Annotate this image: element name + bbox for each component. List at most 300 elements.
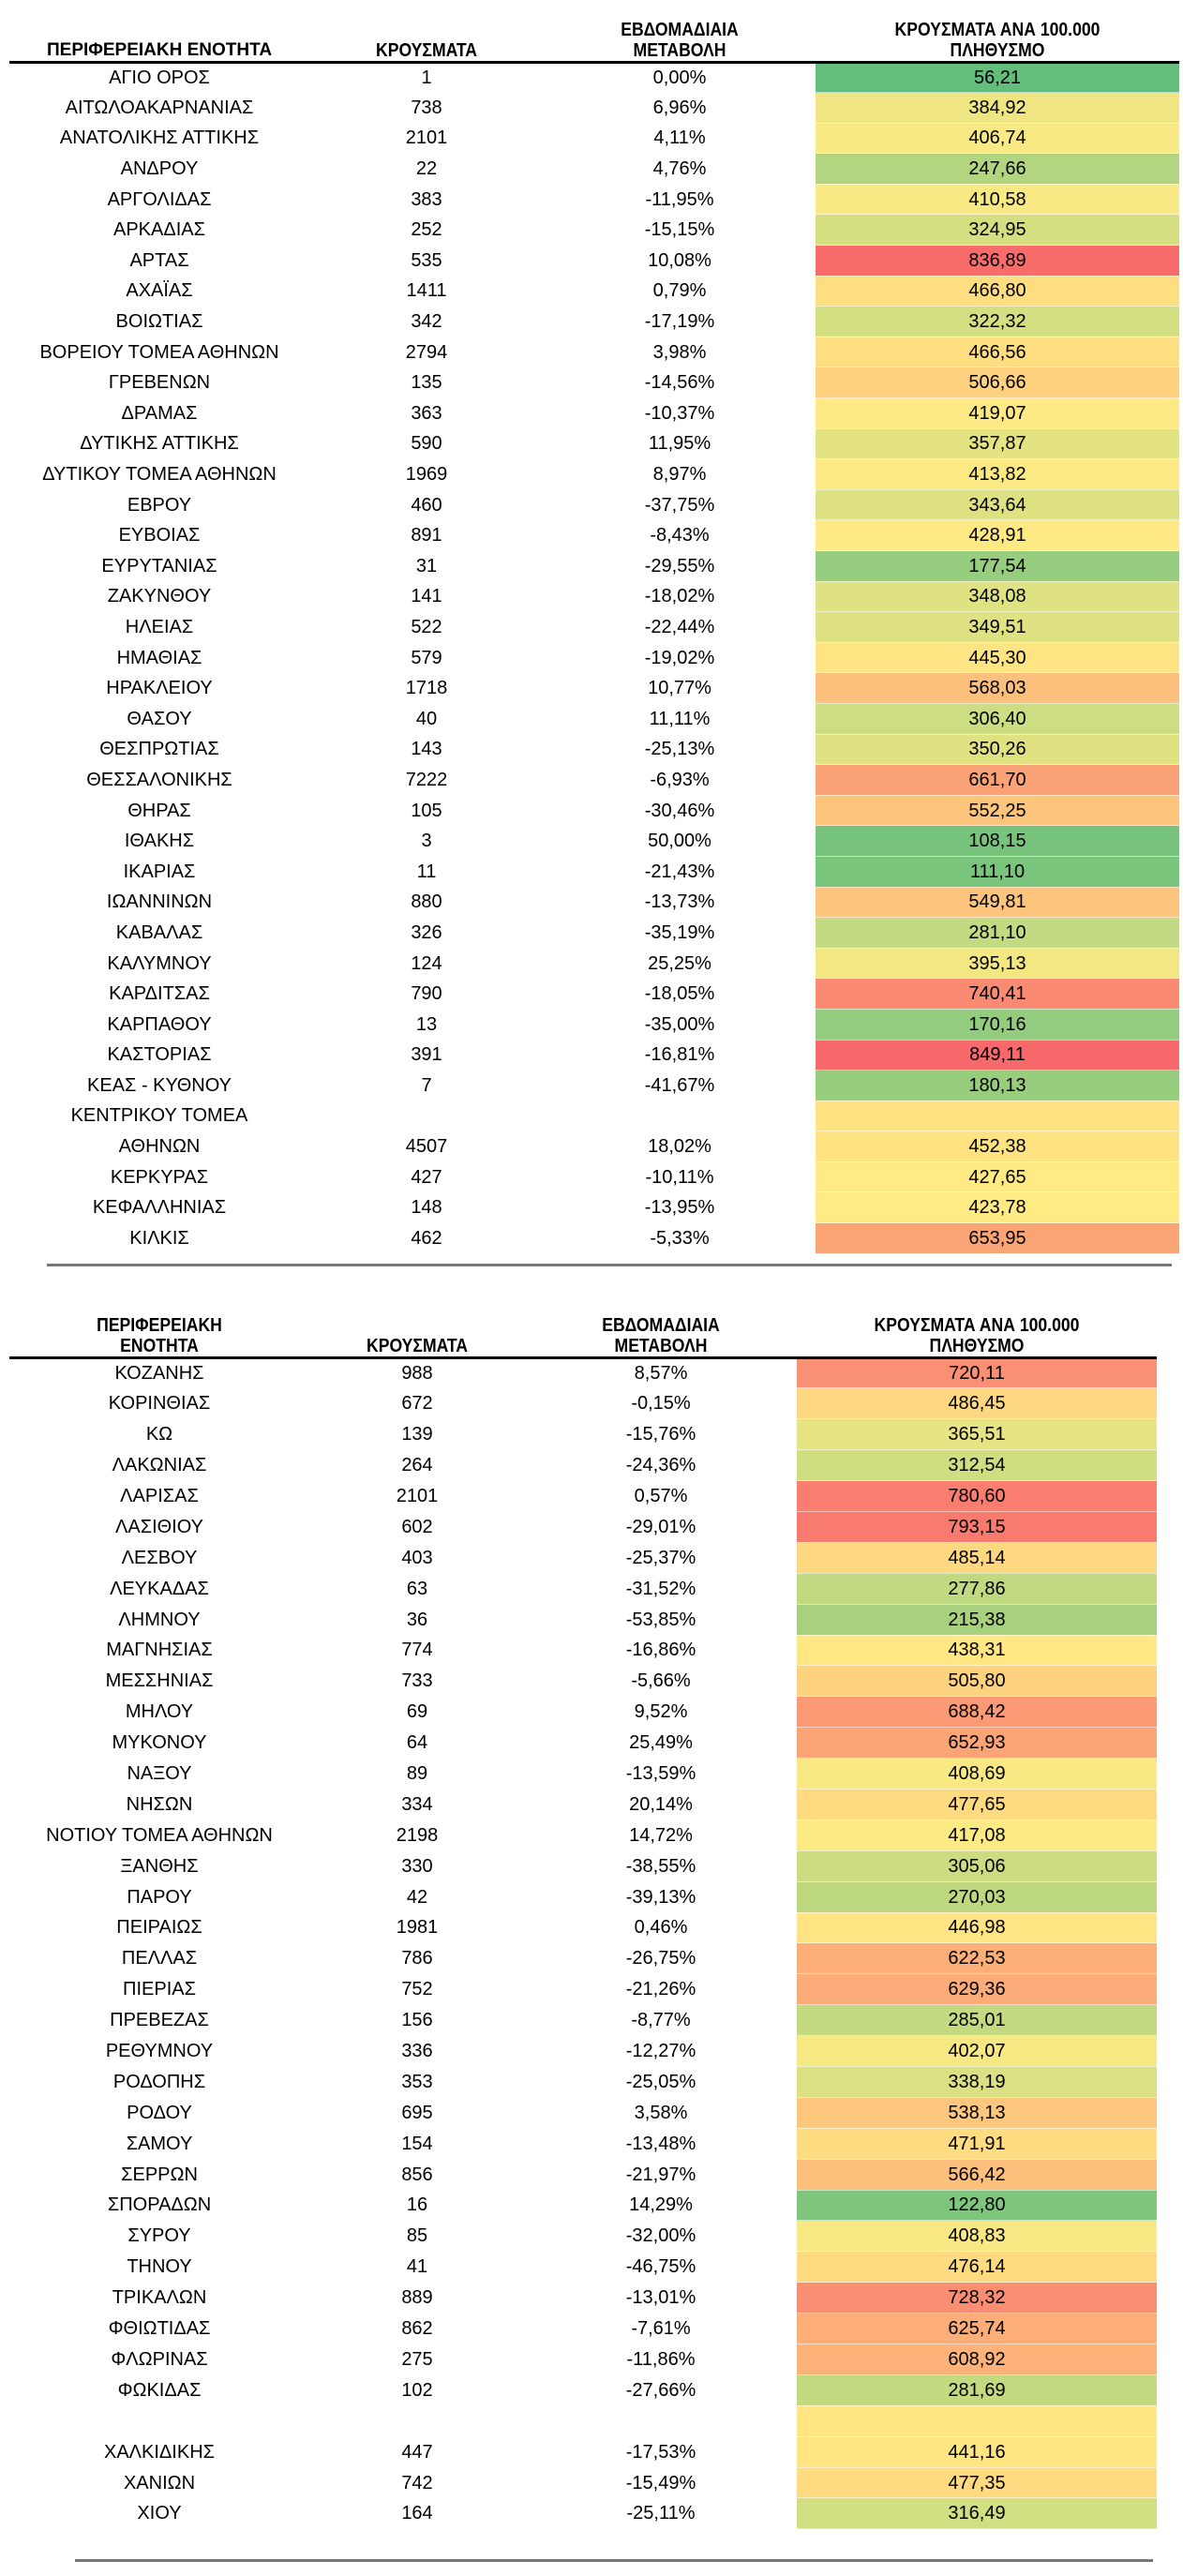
- cell-rate: 849,11: [816, 1040, 1179, 1071]
- cell-rate: 740,41: [816, 979, 1179, 1010]
- cell-cases: 139: [401, 1424, 433, 1445]
- cell-region: ΠΑΡΟΥ: [127, 1886, 192, 1908]
- cell-cases: 988: [401, 1363, 433, 1385]
- cell-change: 18,02%: [648, 1136, 711, 1158]
- header-change-line1: ΕΒΔΟΜΑΔΙΑΙΑ: [621, 19, 739, 40]
- cell-change: -46,75%: [625, 2256, 696, 2278]
- table-row: [9, 1040, 1179, 1071]
- cell-rate: [797, 2405, 1157, 2436]
- cell-change: -12,27%: [625, 2041, 696, 2062]
- cell-change: [544, 1101, 816, 1131]
- cell-change: 8,97%: [652, 464, 707, 486]
- cell-rate: 552,25: [816, 795, 1179, 826]
- table-row: [9, 1881, 1157, 1912]
- table-row: [9, 795, 1179, 826]
- table-row: [9, 1573, 1157, 1604]
- cell-region: ΜΗΛΟΥ: [125, 1701, 194, 1723]
- cell-cases: 862: [401, 2318, 433, 2340]
- cell-cases: 4507: [405, 1136, 448, 1158]
- table-row: [9, 581, 1179, 612]
- cell-rate: 215,38: [797, 1604, 1157, 1635]
- header-weekly-change: [560, 11, 799, 62]
- cell-rate: 349,51: [816, 612, 1179, 643]
- cell-rate: 408,69: [797, 1759, 1157, 1790]
- cell-region: ΣΑΜΟΥ: [126, 2133, 193, 2154]
- header-cases: [322, 1305, 512, 1357]
- table-row: [9, 1481, 1157, 1512]
- cell-rate: 652,93: [797, 1728, 1157, 1759]
- cell-region: ΚΑΛΥΜΝΟΥ: [107, 952, 212, 974]
- table-row: [9, 2190, 1157, 2221]
- table-row: [9, 703, 1179, 734]
- cell-region: ΑΡΓΟΛΙΔΑΣ: [107, 188, 212, 210]
- cell-cases: 2794: [405, 341, 448, 363]
- cell-cases: 156: [401, 2010, 433, 2031]
- table-body: [9, 62, 1179, 1253]
- table-row: [9, 123, 1179, 154]
- cell-cases: 330: [401, 1855, 433, 1877]
- cell-rate: 568,03: [816, 673, 1179, 704]
- cell-rate: 446,98: [797, 1912, 1157, 1943]
- table-row: [9, 2344, 1157, 2375]
- table-row: [9, 1419, 1157, 1450]
- cell-cases: 7: [421, 1074, 432, 1096]
- cell-change: 4,76%: [652, 158, 707, 180]
- cell-cases: 790: [411, 983, 442, 1005]
- header-region: [9, 11, 309, 62]
- cell-change: -17,53%: [625, 2441, 696, 2463]
- cell-change: -22,44%: [644, 616, 715, 637]
- cell-change: -17,19%: [644, 311, 715, 333]
- table-row: [9, 2498, 1157, 2529]
- cell-region: ΠΕΙΡΑΙΩΣ: [116, 1917, 202, 1939]
- cell-rate: 338,19: [797, 2066, 1157, 2097]
- table-row: [9, 398, 1179, 429]
- cell-rate: 419,07: [816, 398, 1179, 429]
- cell-cases: 403: [401, 1547, 433, 1568]
- cell-region: ΠΡΕΒΕΖΑΣ: [110, 2010, 209, 2031]
- table-row: [9, 93, 1179, 124]
- cell-rate: 428,91: [816, 520, 1179, 551]
- cell-region: ΞΑΝΘΗΣ: [120, 1855, 199, 1877]
- cell-change: 11,11%: [649, 708, 711, 729]
- table-row: [9, 1604, 1157, 1635]
- table-row: [9, 642, 1179, 673]
- cell-cases: 124: [411, 952, 442, 974]
- cell-region: ΧΙΟΥ: [137, 2503, 182, 2524]
- cell-region: ΚΩ: [145, 1424, 173, 1445]
- cell-region: ΝΑΞΟΥ: [127, 1763, 192, 1785]
- cell-change: 4,11%: [653, 127, 706, 149]
- cell-rate: 471,91: [797, 2128, 1157, 2159]
- cell-region: ΚΑΣΤΟΡΙΑΣ: [107, 1044, 212, 1066]
- table-row: [9, 1974, 1157, 2005]
- cell-rate: [816, 1101, 1179, 1131]
- cell-rate: 270,03: [797, 1881, 1157, 1912]
- cell-cases: 64: [406, 1732, 428, 1754]
- table-header-row: [9, 11, 1179, 62]
- table-row: [9, 2159, 1157, 2190]
- cell-change: 0,46%: [634, 1917, 688, 1939]
- cell-region: ΝΗΣΩΝ: [126, 1793, 193, 1815]
- cell-change: -38,55%: [625, 1855, 696, 1877]
- cell-cases: 391: [411, 1044, 442, 1066]
- cell-region: ΝΟΤΙΟΥ ΤΟΜΕΑ ΑΘΗΝΩΝ: [46, 1824, 273, 1846]
- cell-region: ΒΟΙΩΤΙΑΣ: [115, 311, 203, 333]
- header-region-line2: ΕΝΟΤΗΤΑ: [120, 1335, 199, 1356]
- cell-region: ΛΗΜΝΟΥ: [118, 1609, 201, 1630]
- cell-change: [525, 2405, 797, 2436]
- cell-cases: 602: [401, 1516, 433, 1537]
- cell-rate: 505,80: [797, 1666, 1157, 1697]
- cell-cases: 738: [411, 97, 442, 118]
- table-row: [9, 1388, 1157, 1419]
- cell-cases: 752: [401, 1979, 433, 2000]
- cell-rate: 477,35: [797, 2467, 1157, 2498]
- cell-change: -15,49%: [625, 2472, 696, 2494]
- cell-rate: 506,66: [816, 367, 1179, 398]
- cell-region: ΦΩΚΙΔΑΣ: [117, 2379, 202, 2401]
- cell-rate: 688,42: [797, 1697, 1157, 1728]
- cell-rate: 629,36: [797, 1974, 1157, 2005]
- table-row: [9, 673, 1179, 704]
- cell-change: -21,43%: [644, 861, 715, 882]
- cell-change: 14,72%: [629, 1824, 693, 1846]
- cell-rate: 566,42: [797, 2159, 1157, 2190]
- cell-change: -16,81%: [644, 1044, 715, 1066]
- cell-cases: 41: [406, 2256, 428, 2278]
- table-row: [9, 428, 1179, 459]
- table-row: [9, 551, 1179, 582]
- cell-cases: 447: [401, 2441, 433, 2463]
- cell-cases: 252: [411, 219, 442, 241]
- table-row: [9, 2066, 1157, 2097]
- table-row: [9, 1450, 1157, 1481]
- table-row: [9, 2314, 1157, 2344]
- cell-change: 6,96%: [652, 97, 707, 118]
- cell-change: 14,29%: [629, 2194, 693, 2216]
- cell-change: -15,15%: [644, 219, 715, 241]
- cell-region: ΔΡΑΜΑΣ: [121, 402, 198, 424]
- table-row: [9, 489, 1179, 520]
- cell-region: ΘΕΣΣΑΛΟΝΙΚΗΣ: [86, 769, 232, 790]
- cell-cases: 89: [406, 1763, 428, 1785]
- cell-cases: 334: [401, 1793, 433, 1815]
- covid-table-part-2: [9, 1305, 1157, 2529]
- cell-change: -29,55%: [644, 555, 715, 577]
- cell-change: -18,02%: [644, 586, 715, 607]
- cell-change: -5,66%: [631, 1670, 691, 1692]
- cell-rate: 305,06: [797, 1850, 1157, 1881]
- cell-rate: 441,16: [797, 2436, 1157, 2467]
- cell-change: -13,01%: [625, 2287, 696, 2309]
- cell-change: -53,85%: [625, 1609, 696, 1630]
- cell-region: ΜΥΚΟΝΟΥ: [112, 1732, 207, 1754]
- cell-region: ΛΑΡΙΣΑΣ: [120, 1486, 199, 1506]
- cell-cases: 695: [401, 2102, 433, 2123]
- cell-change: -24,36%: [625, 1455, 696, 1476]
- cell-region: ΣΠΟΡΑΔΩΝ: [107, 2194, 212, 2216]
- cell-change: -35,00%: [644, 1013, 715, 1035]
- cell-change: 3,98%: [652, 341, 707, 363]
- cell-change: -25,13%: [644, 739, 715, 760]
- cell-change: 25,49%: [629, 1732, 693, 1754]
- cell-region: ΙΚΑΡΙΑΣ: [123, 861, 196, 882]
- table-row: [9, 2097, 1157, 2128]
- cell-cases: 891: [411, 525, 442, 547]
- cell-change: -8,43%: [650, 525, 710, 547]
- cell-rate: 285,01: [797, 2005, 1157, 2036]
- cell-cases: 2101: [405, 127, 448, 149]
- cell-region: ΑΘΗΝΩΝ: [118, 1136, 201, 1158]
- table-row: [9, 1697, 1157, 1728]
- cell-change: -21,26%: [625, 1979, 696, 2000]
- header-cases-line1: ΚΡΟΥΣΜΑΤΑ: [366, 1335, 469, 1356]
- cell-region: [9, 2405, 309, 2436]
- table-row: [9, 62, 1179, 93]
- cell-rate: 417,08: [797, 1820, 1157, 1850]
- cell-change: -19,02%: [644, 647, 715, 668]
- cell-region: ΘΑΣΟΥ: [127, 708, 192, 729]
- cell-change: -25,05%: [625, 2071, 696, 2092]
- cell-region: ΔΥΤΙΚΗΣ ΑΤΤΙΚΗΣ: [80, 433, 239, 455]
- cell-region: ΜΑΓΝΗΣΙΑΣ: [106, 1640, 213, 1661]
- table-row: [9, 887, 1179, 918]
- cell-rate: 608,92: [797, 2344, 1157, 2375]
- cell-region: ΚΑΒΑΛΑΣ: [115, 921, 203, 943]
- cell-rate: 720,11: [797, 1357, 1157, 1388]
- cell-region: ΚΑΡΔΙΤΣΑΣ: [109, 983, 210, 1005]
- cell-cases: 40: [415, 708, 438, 729]
- table-row: [9, 2128, 1157, 2159]
- cell-region: ΑΡΤΑΣ: [129, 249, 189, 271]
- cell-cases: 164: [401, 2503, 433, 2524]
- cell-rate: 357,87: [816, 428, 1179, 459]
- cell-region: ΚΕΦΑΛΛΗΝΙΑΣ: [92, 1197, 227, 1219]
- cell-region: ΑΓΙΟ ΟΡΟΣ: [109, 67, 210, 89]
- cell-rate: 423,78: [816, 1192, 1179, 1223]
- cell-change: 8,57%: [634, 1363, 688, 1385]
- cell-change: -32,00%: [625, 2225, 696, 2247]
- cell-rate: 350,26: [816, 734, 1179, 765]
- cell-cases: 135: [411, 372, 442, 394]
- cell-region: ΙΘΑΚΗΣ: [124, 831, 195, 852]
- cell-change: -11,86%: [626, 2348, 696, 2370]
- cell-change: 50,00%: [648, 831, 711, 852]
- cell-change: 3,58%: [634, 2102, 688, 2123]
- cell-change: -39,13%: [625, 1886, 696, 1908]
- cell-change: -13,73%: [644, 891, 715, 913]
- cell-rate: 466,56: [816, 337, 1179, 367]
- cell-rate: 445,30: [816, 642, 1179, 673]
- cell-cases: 2198: [396, 1824, 439, 1846]
- cell-rate: 653,95: [816, 1223, 1179, 1254]
- table-row: [9, 979, 1179, 1010]
- cell-rate: 477,65: [797, 1789, 1157, 1820]
- header-change-line2: ΜΕΤΑΒΟΛΗ: [633, 39, 726, 61]
- header-rate-line2: ΠΛΗΘΥΣΜΟ: [929, 1335, 1025, 1356]
- header-rate-line2: ΠΛΗΘΥΣΜΟ: [950, 39, 1045, 61]
- cell-cases: 11: [416, 861, 437, 882]
- cell-change: -27,66%: [625, 2379, 696, 2401]
- cell-cases: 774: [401, 1640, 433, 1661]
- cell-rate: 108,15: [816, 826, 1179, 857]
- cell-change: 0,79%: [652, 280, 707, 302]
- cell-rate: 111,10: [816, 856, 1179, 887]
- cell-rate: 343,64: [816, 489, 1179, 520]
- header-rate-per-100k: [818, 1305, 1135, 1357]
- header-cases: [323, 11, 530, 62]
- cell-cases: 63: [406, 1578, 428, 1599]
- cell-region: ΙΩΑΝΝΙΝΩΝ: [106, 891, 213, 913]
- cell-rate: 406,74: [816, 123, 1179, 154]
- cell-region: ΚΟΖΑΝΗΣ: [114, 1363, 204, 1385]
- divider-line: [47, 1264, 1172, 1266]
- cell-change: -16,86%: [625, 1640, 696, 1661]
- cell-region: ΤΗΝΟΥ: [127, 2256, 192, 2278]
- cell-rate: 622,53: [797, 1943, 1157, 1974]
- cell-rate: 486,45: [797, 1388, 1157, 1419]
- cell-cases: 462: [411, 1227, 442, 1249]
- table-row: [9, 367, 1179, 398]
- cell-region: ΗΛΕΙΑΣ: [125, 616, 194, 637]
- cell-cases: 1411: [406, 280, 447, 302]
- cell-region: ΛΕΣΒΟΥ: [121, 1547, 198, 1568]
- cell-rate: 661,70: [816, 765, 1179, 796]
- cell-change: -5,33%: [650, 1227, 710, 1249]
- cell-cases: 16: [406, 2194, 428, 2216]
- header-cases-line1: ΚΡΟΥΣΜΑΤΑ: [375, 39, 478, 61]
- cell-rate: 316,49: [797, 2498, 1157, 2529]
- table-row: [9, 276, 1179, 307]
- table-row: [9, 2005, 1157, 2036]
- cell-cases: 1718: [405, 678, 448, 699]
- cell-region: ΚΕΝΤΡΙΚΟΥ ΤΟΜΕΑ: [70, 1105, 248, 1127]
- cell-change: -13,59%: [625, 1763, 696, 1785]
- cell-cases: 460: [411, 494, 442, 516]
- cell-cases: 579: [411, 647, 442, 668]
- table-row: [9, 215, 1179, 246]
- cell-change: -14,56%: [644, 372, 715, 394]
- cell-cases: 363: [411, 402, 442, 424]
- header-region-line1: ΠΕΡΙΦΕΡΕΙΑΚΗ ΕΝΟΤΗΤΑ: [46, 39, 273, 60]
- cell-rate: 395,13: [816, 948, 1179, 979]
- cell-change: -7,61%: [631, 2318, 691, 2340]
- cell-region: ΦΛΩΡΙΝΑΣ: [111, 2348, 208, 2370]
- cell-change: -25,11%: [626, 2503, 696, 2524]
- table-row: [9, 520, 1179, 551]
- cell-change: 0,57%: [634, 1486, 688, 1506]
- cell-region: ΗΡΑΚΛΕΙΟΥ: [106, 678, 213, 699]
- cell-cases: 102: [401, 2379, 433, 2401]
- table-row: [9, 765, 1179, 796]
- cell-rate: 793,15: [797, 1511, 1157, 1542]
- table-row: [9, 2405, 1157, 2436]
- cell-region: ΔΥΤΙΚΟΥ ΤΟΜΕΑ ΑΘΗΝΩΝ: [42, 464, 277, 486]
- cell-region: ΦΘΙΩΤΙΔΑΣ: [108, 2318, 211, 2340]
- cell-cases: 326: [411, 921, 442, 943]
- cell-rate: 408,83: [797, 2221, 1157, 2252]
- cell-cases: 264: [401, 1455, 433, 1476]
- table-row: [9, 1943, 1157, 1974]
- header-rate-line1: ΚΡΟΥΣΜΑΤΑ ΑΝΑ 100.000: [894, 19, 1101, 40]
- cell-rate: 438,31: [797, 1635, 1157, 1666]
- cell-cases: 342: [411, 311, 442, 333]
- cell-region: ΘΕΣΠΡΩΤΙΑΣ: [99, 739, 219, 760]
- cell-cases: 856: [401, 2164, 433, 2185]
- cell-change: -10,11%: [645, 1166, 714, 1188]
- cell-region: ΧΑΛΚΙΔΙΚΗΣ: [104, 2441, 215, 2463]
- cell-region: ΜΕΣΣΗΝΙΑΣ: [105, 1670, 214, 1692]
- cell-cases: 148: [411, 1197, 442, 1219]
- header-rate-line1: ΚΡΟΥΣΜΑΤΑ ΑΝΑ 100.000: [874, 1314, 1080, 1336]
- cell-region: ΘΗΡΑΣ: [127, 800, 191, 821]
- cell-rate: 384,92: [816, 93, 1179, 124]
- cell-rate: 306,40: [816, 703, 1179, 734]
- table-row: [9, 1511, 1157, 1542]
- cell-change: 20,14%: [629, 1793, 693, 1815]
- table-row: [9, 1759, 1157, 1790]
- cell-cases: 154: [401, 2133, 433, 2154]
- cell-change: -31,52%: [625, 1578, 696, 1599]
- cell-cases: 36: [406, 1609, 428, 1630]
- table-row: [9, 1635, 1157, 1666]
- cell-change: 11,95%: [648, 433, 711, 455]
- cell-change: -10,37%: [644, 402, 715, 424]
- table-row: [9, 2467, 1157, 2498]
- table-row: [9, 2283, 1157, 2314]
- cell-change: -41,67%: [644, 1074, 715, 1096]
- cell-region: ΑΧΑΪΑΣ: [126, 280, 193, 302]
- cell-region: ΛΑΚΩΝΙΑΣ: [112, 1455, 207, 1476]
- table-row: [9, 1728, 1157, 1759]
- cell-rate: 466,80: [816, 276, 1179, 307]
- table-row: [9, 1192, 1179, 1223]
- cell-rate: 538,13: [797, 2097, 1157, 2128]
- table-row: [9, 1223, 1179, 1254]
- cell-rate: 348,08: [816, 581, 1179, 612]
- cell-region: ΖΑΚΥΝΘΟΥ: [107, 586, 212, 607]
- cell-region: ΑΝΑΤΟΛΙΚΗΣ ΑΤΤΙΚΗΣ: [59, 127, 260, 149]
- cell-cases: 3: [421, 831, 432, 852]
- cell-cases: 786: [401, 1948, 433, 1969]
- cell-region: ΚΑΡΠΑΘΟΥ: [107, 1013, 212, 1035]
- table-row: [9, 1820, 1157, 1850]
- cell-region: ΡΟΔΟΠΗΣ: [112, 2071, 206, 2092]
- cell-cases: 1969: [405, 464, 448, 486]
- cell-rate: 312,54: [797, 1450, 1157, 1481]
- cell-region: ΠΙΕΡΙΑΣ: [123, 1979, 196, 2000]
- cell-rate: 324,95: [816, 215, 1179, 246]
- table-row: [9, 337, 1179, 367]
- cell-change: -21,97%: [625, 2164, 696, 2185]
- cell-region: ΗΜΑΘΙΑΣ: [116, 647, 202, 668]
- cell-region: ΛΑΣΙΘΙΟΥ: [115, 1516, 203, 1537]
- cell-cases: 1981: [396, 1917, 439, 1939]
- cell-region: ΕΥΒΟΙΑΣ: [118, 525, 201, 547]
- cell-rate: 322,32: [816, 307, 1179, 337]
- cell-region: ΚΕΑΣ - ΚΥΘΝΟΥ: [87, 1074, 232, 1096]
- cell-region: ΒΟΡΕΙΟΥ ΤΟΜΕΑ ΑΘΗΝΩΝ: [39, 341, 279, 363]
- cell-change: 9,52%: [634, 1701, 688, 1723]
- cell-change: -13,95%: [644, 1197, 715, 1219]
- cell-change: -26,75%: [625, 1948, 696, 1969]
- table-body: [9, 1357, 1157, 2529]
- cell-rate: 413,82: [816, 459, 1179, 490]
- cell-cases: 522: [411, 616, 442, 637]
- table-row: [9, 1071, 1179, 1101]
- cell-region: ΤΡΙΚΑΛΩΝ: [112, 2287, 207, 2309]
